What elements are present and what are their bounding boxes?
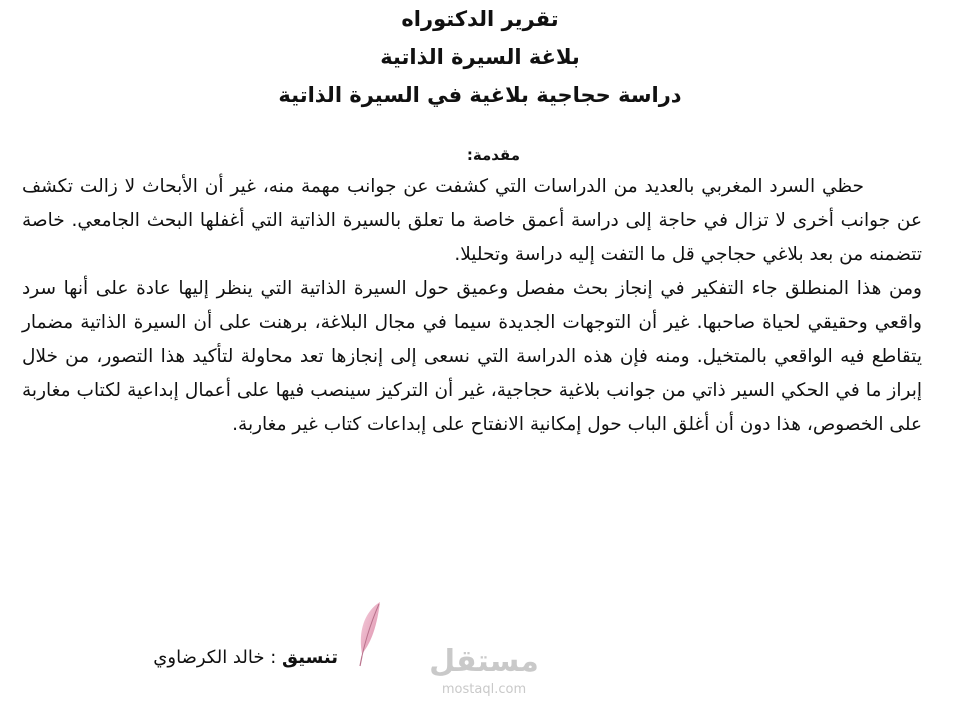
- watermark-latin: mostaql.com: [441, 682, 527, 697]
- title-block: [0, 0, 960, 114]
- intro-paragraph-2: ومن هذا المنطلق جاء التفكير في إنجاز بحث مفصل وعميق حول السيرة الذاتية التي ينظر إليها عادة على أنها سرد واقعي وحقيقي لحياة صاحبها. غير أن التوجهات الجديدة سيما في مجال البلاغة، برهنت على أن السيرة الذاتية مضمار يتقاطع فيه الواقعي بالمتخيل. ومنه فإن هذه الدراسة التي نسعى إلى إنجازها تعد محاولة لتأكيد هذا التصور، من خلال إبراز ما في الحكي السير ذاتي من جوانب بلاغية حجاجية، غير أن التركيز سينصب فيها على أعمال إبداعية لكتاب مغاربة على الخصوص، هذا دون أن أغلق الباب حول إمكانية الانفتاح على إبداعات كتاب غير مغاربة.: [22, 278, 922, 435]
- signature: [153, 644, 338, 672]
- report-subtitle-detail: دراسة حجاجية بلاغية في السيرة الذاتية: [278, 83, 682, 107]
- intro-heading: مقدمة:: [466, 146, 520, 164]
- signature-name: خالد الكرضاوي: [153, 647, 265, 668]
- signature-label: تنسيق: [282, 647, 338, 668]
- report-subtitle: بلاغة السيرة الذاتية: [380, 45, 580, 69]
- feather-quill-icon: [350, 598, 390, 670]
- intro-body: [22, 170, 922, 442]
- signature-separator: :: [264, 647, 282, 668]
- watermark-arabic: مستقل: [429, 644, 539, 679]
- intro-paragraph-1: حظي السرد المغربي بالعديد من الدراسات التي كشفت عن جوانب مهمة منه، غير أن الأبحاث لا زالت تكشف عن جوانب أخرى لا تزال في حاجة إلى دراسة أعمق خاصة ما تعلق بالسيرة الذاتية التي أغفلها البحث الجامعي. خاصة تتضمنه من بعد بلاغي حجاجي قل ما التفت إليه دراسة وتحليلا.: [22, 176, 922, 265]
- report-title: تقرير الدكتوراه: [401, 7, 559, 31]
- watermark-logo: [424, 642, 544, 706]
